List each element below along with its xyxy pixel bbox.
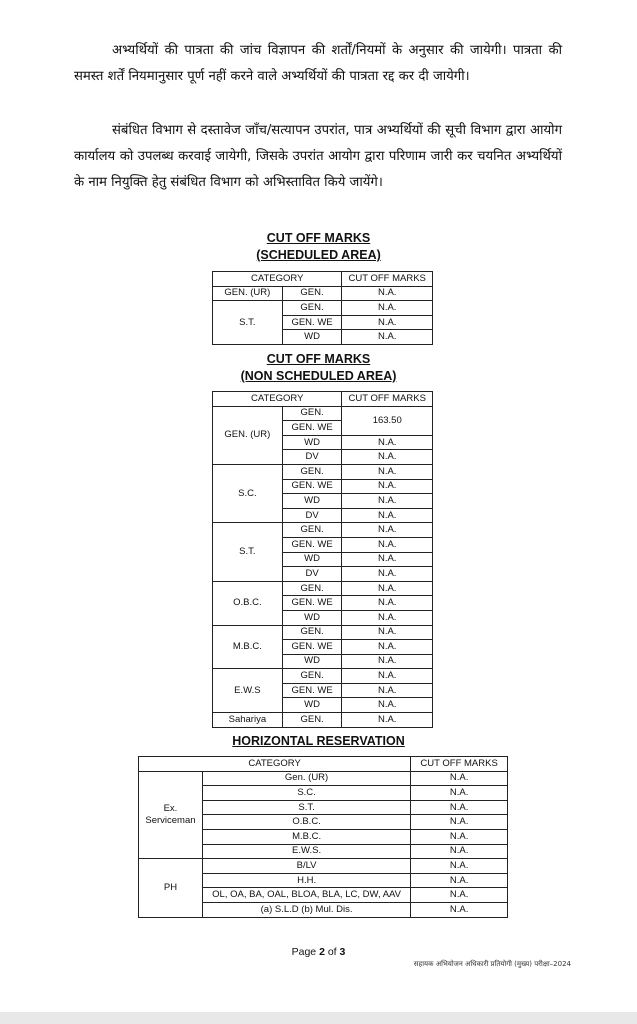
column-header-cutoff-marks: CUT OFF MARKS bbox=[342, 272, 433, 287]
header-row bbox=[139, 757, 508, 772]
table-row bbox=[213, 581, 433, 596]
cutoff-marks-cell: N.A. bbox=[342, 610, 433, 625]
non-scheduled-title: CUT OFF MARKS bbox=[266, 352, 371, 366]
subcategory-cell: GEN. WE bbox=[282, 640, 342, 655]
cutoff-marks-cell: N.A. bbox=[411, 815, 508, 830]
cutoff-marks-cell: N.A. bbox=[342, 508, 433, 523]
subcategory-cell: S.T. bbox=[202, 800, 410, 815]
subcategory-cell: GEN. bbox=[282, 713, 342, 728]
group-name-cell: S.C. bbox=[213, 464, 283, 522]
cutoff-marks-cell: N.A. bbox=[411, 829, 508, 844]
subcategory-cell: GEN. WE bbox=[282, 596, 342, 611]
cutoff-marks-cell: N.A. bbox=[342, 596, 433, 611]
group-name-cell: Ex. Serviceman bbox=[139, 771, 203, 859]
subcategory-cell: (a) S.L.D (b) Mul. Dis. bbox=[202, 902, 410, 917]
cutoff-marks-cell: N.A. bbox=[342, 640, 433, 655]
horizontal-reservation-title: HORIZONTAL RESERVATION bbox=[232, 734, 405, 748]
table-row bbox=[213, 301, 433, 316]
page-total: 3 bbox=[339, 946, 346, 958]
cutoff-marks-cell: N.A. bbox=[342, 523, 433, 538]
subcategory-cell: WD bbox=[282, 698, 342, 713]
table-row bbox=[139, 771, 508, 786]
subcategory-cell: Gen. (UR) bbox=[202, 771, 410, 786]
footer-exam-note: सहायक अभियोजन अधिकारी प्रतियोगी (मुख्य) परीक्षा–2024 bbox=[413, 960, 571, 968]
cutoff-marks-cell: N.A. bbox=[342, 450, 433, 465]
subcategory-cell: WD bbox=[282, 435, 342, 450]
subcategory-cell: S.C. bbox=[202, 786, 410, 801]
subcategory-cell: GEN. WE bbox=[282, 479, 342, 494]
paragraph-verification: संबंधित विभाग से दस्तावेज जाँच/सत्यापन उपरांत, पात्र अभ्यर्थियों की सूची विभाग द्वारा आयोग कार्यालय को उपलब्ध करवाई जायेगी, जिसके उपरांत आयोग द्वारा परिणाम जारी कर चयनित अभ्यर्थियों के नाम नियुक्ति हेतु संबंधित विभाग को अभिस्तावित किये जायेंगे। bbox=[74, 123, 562, 190]
cutoff-marks-cell: N.A. bbox=[342, 494, 433, 509]
table-row bbox=[213, 625, 433, 640]
cutoff-marks-cell: N.A. bbox=[411, 800, 508, 815]
cutoff-marks-cell: N.A. bbox=[342, 581, 433, 596]
subcategory-cell: GEN. bbox=[282, 464, 342, 479]
subcategory-cell: GEN. bbox=[282, 581, 342, 596]
group-name-cell: Sahariya bbox=[213, 713, 283, 728]
subcategory-cell: WD bbox=[282, 610, 342, 625]
cutoff-marks-cell: 163.50 bbox=[342, 406, 433, 435]
subcategory-cell: B/LV bbox=[202, 859, 410, 874]
cutoff-marks-cell: N.A. bbox=[411, 844, 508, 859]
subcategory-cell: WD bbox=[282, 654, 342, 669]
subcategory-cell: GEN. WE bbox=[282, 421, 342, 436]
group-name-cell: E.W.S bbox=[213, 669, 283, 713]
cutoff-marks-cell: N.A. bbox=[342, 625, 433, 640]
group-name-cell: M.B.C. bbox=[213, 625, 283, 669]
subcategory-cell: DV bbox=[282, 450, 342, 465]
cutoff-marks-cell: N.A. bbox=[342, 435, 433, 450]
group-name-cell: PH bbox=[139, 859, 203, 917]
cutoff-marks-cell: N.A. bbox=[411, 902, 508, 917]
cutoff-marks-cell: N.A. bbox=[411, 786, 508, 801]
paragraph-eligibility: अभ्यर्थियों की पात्रता की जांच विज्ञापन की शर्तों/नियमों के अनुसार की जायेगी। पात्रता की समस्त शर्तें नियमानुसार पूर्ण नहीं करने वाले अभ्यर्थियों की पात्रता रद्द कर दी जायेगी। bbox=[74, 43, 562, 84]
non-scheduled-subtitle: (NON SCHEDULED AREA) bbox=[240, 369, 397, 383]
group-name-cell: GEN. (UR) bbox=[213, 286, 283, 301]
non-scheduled-area-table bbox=[212, 391, 433, 728]
subcategory-cell: GEN. WE bbox=[282, 315, 342, 330]
table-row bbox=[213, 406, 433, 421]
page-number bbox=[0, 946, 637, 958]
subcategory-cell: H.H. bbox=[202, 873, 410, 888]
subcategory-cell: GEN. WE bbox=[282, 537, 342, 552]
scheduled-title: CUT OFF MARKS bbox=[266, 231, 371, 245]
column-header-category: CATEGORY bbox=[213, 392, 342, 407]
table-row bbox=[213, 713, 433, 728]
table-row bbox=[213, 464, 433, 479]
header-row bbox=[213, 272, 433, 287]
subcategory-cell: WD bbox=[282, 494, 342, 509]
subcategory-cell: GEN. bbox=[282, 625, 342, 640]
column-header-cutoff-marks: CUT OFF MARKS bbox=[342, 392, 433, 407]
subcategory-cell: DV bbox=[282, 508, 342, 523]
table-row bbox=[139, 859, 508, 874]
header-row bbox=[213, 392, 433, 407]
column-header-category: CATEGORY bbox=[213, 272, 342, 287]
table-row bbox=[213, 286, 433, 301]
cutoff-marks-cell: N.A. bbox=[342, 669, 433, 684]
table-row bbox=[213, 523, 433, 538]
cutoff-marks-cell: N.A. bbox=[342, 683, 433, 698]
horizontal-reservation-table bbox=[138, 756, 508, 918]
group-name-cell: S.T. bbox=[213, 301, 283, 345]
group-name-cell: GEN. (UR) bbox=[213, 406, 283, 464]
cutoff-marks-cell: N.A. bbox=[342, 315, 433, 330]
cutoff-marks-cell: N.A. bbox=[342, 654, 433, 669]
group-name-cell: O.B.C. bbox=[213, 581, 283, 625]
cutoff-marks-cell: N.A. bbox=[411, 771, 508, 786]
subcategory-cell: WD bbox=[282, 330, 342, 345]
subcategory-cell: DV bbox=[282, 567, 342, 582]
subcategory-cell: GEN. bbox=[282, 523, 342, 538]
subcategory-cell: M.B.C. bbox=[202, 829, 410, 844]
subcategory-cell: E.W.S. bbox=[202, 844, 410, 859]
subcategory-cell: GEN. bbox=[282, 669, 342, 684]
subcategory-cell: OL, OA, BA, OAL, BLOA, BLA, LC, DW, AAV bbox=[202, 888, 410, 903]
cutoff-marks-cell: N.A. bbox=[342, 713, 433, 728]
subcategory-cell: GEN. bbox=[282, 286, 342, 301]
cutoff-marks-cell: N.A. bbox=[411, 888, 508, 903]
scheduled-area-table bbox=[212, 271, 433, 345]
group-name-cell: S.T. bbox=[213, 523, 283, 581]
subcategory-cell: GEN. bbox=[282, 301, 342, 316]
cutoff-marks-cell: N.A. bbox=[342, 286, 433, 301]
subcategory-cell: GEN. bbox=[282, 406, 342, 421]
cutoff-marks-cell: N.A. bbox=[411, 859, 508, 874]
scheduled-subtitle: (SCHEDULED AREA) bbox=[256, 248, 381, 262]
cutoff-marks-cell: N.A. bbox=[342, 301, 433, 316]
subcategory-cell: GEN. WE bbox=[282, 683, 342, 698]
column-header-cutoff-marks: CUT OFF MARKS bbox=[411, 757, 508, 772]
bottom-strip bbox=[0, 1012, 637, 1024]
subcategory-cell: WD bbox=[282, 552, 342, 567]
cutoff-marks-cell: N.A. bbox=[342, 567, 433, 582]
page-of: of bbox=[327, 946, 337, 958]
cutoff-marks-cell: N.A. bbox=[342, 479, 433, 494]
cutoff-marks-cell: N.A. bbox=[342, 698, 433, 713]
subcategory-cell: O.B.C. bbox=[202, 815, 410, 830]
cutoff-marks-cell: N.A. bbox=[342, 464, 433, 479]
cutoff-marks-cell: N.A. bbox=[342, 537, 433, 552]
column-header-category: CATEGORY bbox=[139, 757, 411, 772]
page-word: Page bbox=[291, 946, 317, 958]
page-current: 2 bbox=[319, 946, 325, 958]
cutoff-marks-cell: N.A. bbox=[342, 330, 433, 345]
table-row bbox=[213, 669, 433, 684]
cutoff-marks-cell: N.A. bbox=[342, 552, 433, 567]
cutoff-marks-cell: N.A. bbox=[411, 873, 508, 888]
